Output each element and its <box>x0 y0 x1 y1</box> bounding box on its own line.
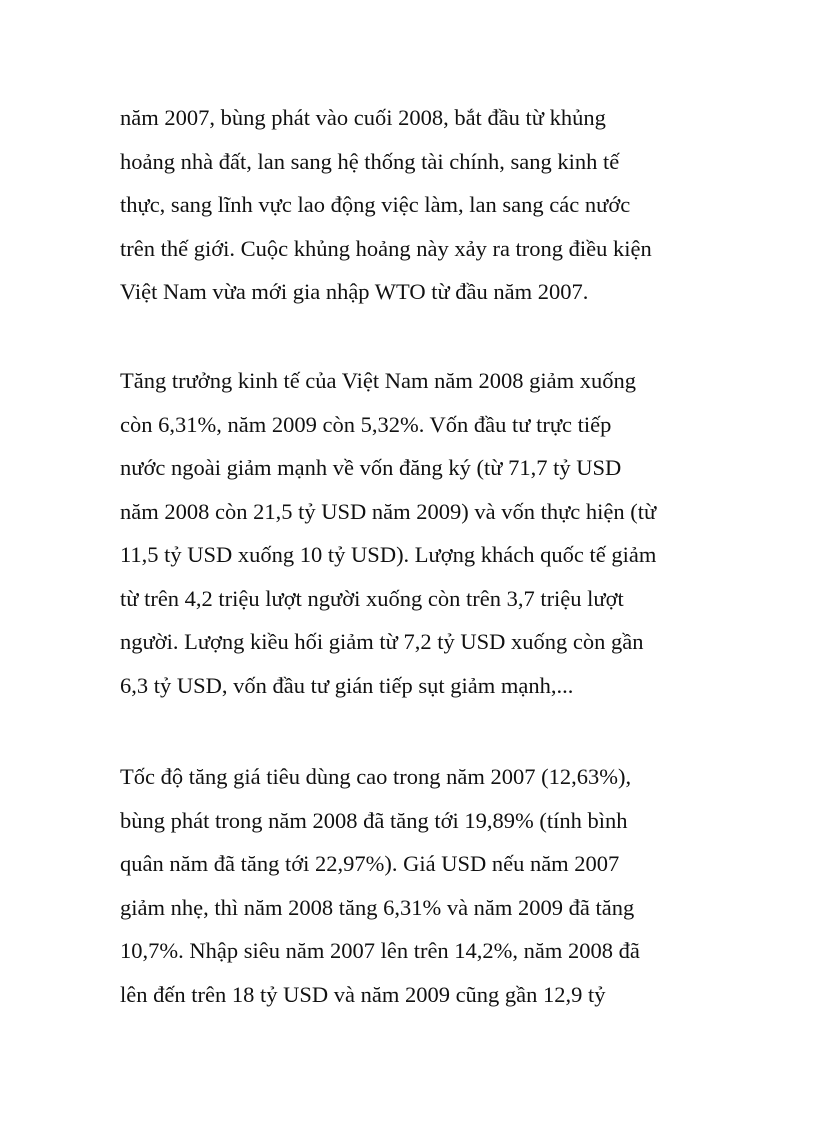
paragraph-2 <box>120 370 720 718</box>
paragraph-3 <box>120 766 720 1027</box>
text-line: bùng phát trong năm 2008 đã tăng tới 19,89% (tính bình <box>120 807 628 833</box>
text-line: lên đến trên 18 tỷ USD và năm 2009 cũng gần 12,9 tỷ <box>120 981 606 1007</box>
text-line: Tốc độ tăng giá tiêu dùng cao trong năm 2007 (12,63%), <box>120 764 632 789</box>
text-line: 10,7%. Nhập siêu năm 2007 lên trên 14,2%, năm 2008 đã <box>120 938 640 963</box>
text-line: thực, sang lĩnh vực lao động việc làm, lan sang các nước <box>120 192 631 217</box>
text-line: Tăng trưởng kinh tế của Việt Nam năm 2008 giảm xuống <box>120 368 636 393</box>
text-line: Việt Nam vừa mới gia nhập WTO từ đầu năm 2007. <box>120 279 589 304</box>
text-line: hoảng nhà đất, lan sang hệ thống tài chính, sang kinh tế <box>120 148 620 174</box>
text-line: 11,5 tỷ USD xuống 10 tỷ USD). Lượng khách quốc tế giảm <box>120 542 657 567</box>
text-line: trên thế giới. Cuộc khủng hoảng này xảy ra trong điều kiện <box>120 235 652 261</box>
paragraph-1 <box>120 107 720 325</box>
text-line: người. Lượng kiều hối giảm từ 7,2 tỷ USD xuống còn gần <box>120 629 644 654</box>
text-line: quân năm đã tăng tới 22,97%). Giá USD nếu năm 2007 <box>120 851 620 876</box>
text-line: 6,3 tỷ USD, vốn đầu tư gián tiếp sụt giảm mạnh,... <box>120 672 574 698</box>
text-line: còn 6,31%, năm 2009 còn 5,32%. Vốn đầu tư trực tiếp <box>120 411 612 437</box>
text-line: nước ngoài giảm mạnh về vốn đăng ký (từ 71,7 tỷ USD <box>120 455 622 480</box>
text-line: năm 2007, bùng phát vào cuối 2008, bắt đầu từ khủng <box>120 105 606 130</box>
text-line: từ trên 4,2 triệu lượt người xuống còn trên 3,7 triệu lượt <box>120 585 624 611</box>
text-line: giảm nhẹ, thì năm 2008 tăng 6,31% và năm 2009 đã tăng <box>120 894 635 920</box>
text-line: năm 2008 còn 21,5 tỷ USD năm 2009) và vốn thực hiện (từ <box>120 498 657 524</box>
